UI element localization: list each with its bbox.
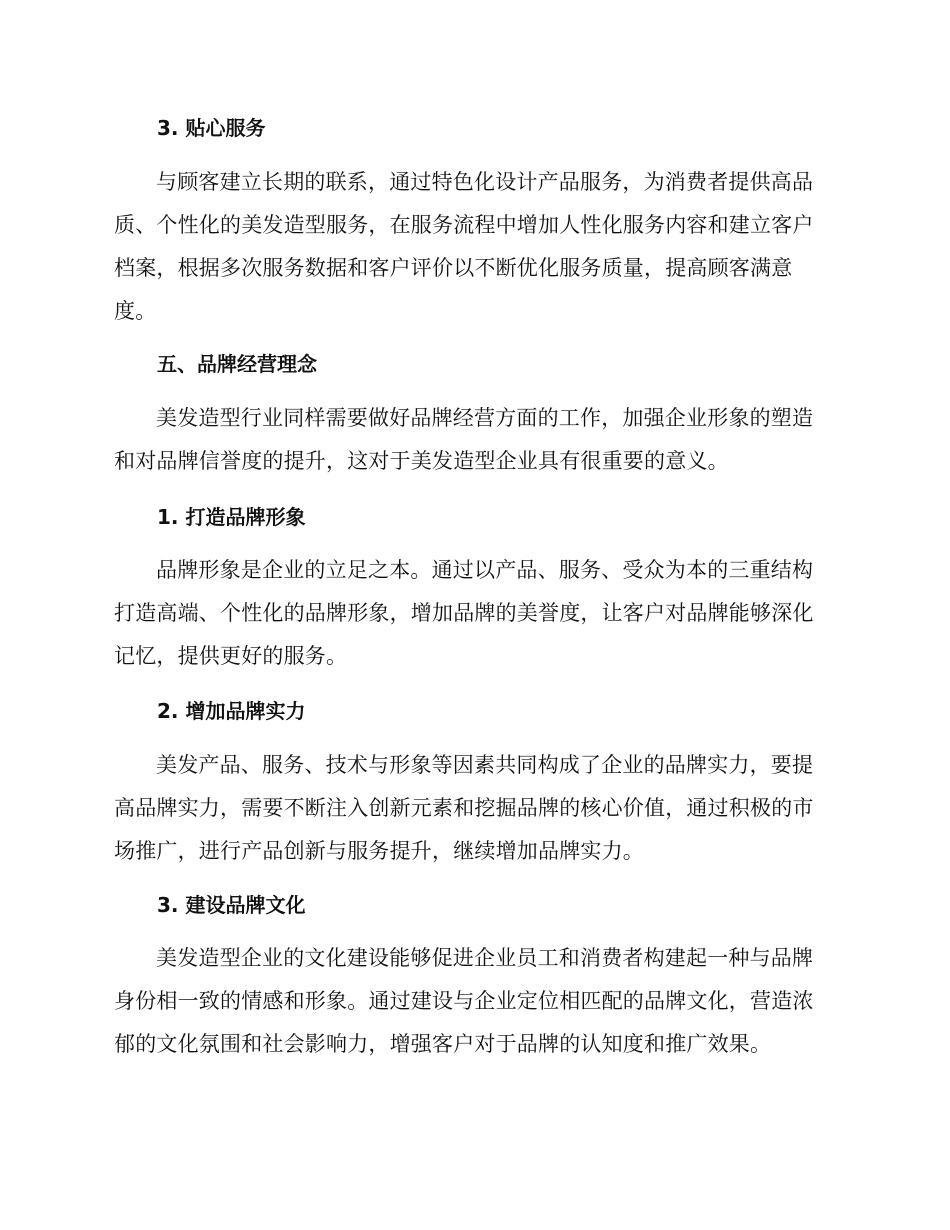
- paragraph-line: 档案，根据多次服务数据和客户评价以不断优化服务质量，提高顾客满意: [114, 256, 793, 280]
- paragraph-line: 高品牌实力，需要不断注入创新元素和挖掘品牌的核心价值，通过积极的市: [114, 796, 814, 820]
- paragraph-line: 打造高端、个性化的品牌形象，增加品牌的美誉度，让客户对品牌能够深化: [114, 601, 814, 625]
- section-paragraph: [114, 549, 836, 678]
- paragraph-line: 郁的文化氛围和社会影响力，增强客户对于品牌的认知度和推广效果。: [114, 1032, 772, 1056]
- section-heading: 1. 打造品牌形象: [157, 505, 306, 529]
- section-heading: 2. 增加品牌实力: [157, 699, 306, 723]
- section-paragraph: [114, 397, 836, 483]
- section-heading: 3. 建设品牌文化: [157, 893, 306, 917]
- section-paragraph: [114, 937, 836, 1066]
- paragraph-line: 品牌形象是企业的立足之本。通过以产品、服务、受众为本的三重结构: [156, 558, 814, 582]
- paragraph-line: 美发产品、服务、技术与形象等因素共同构成了企业的品牌实力，要提: [156, 753, 814, 777]
- paragraph-line: 美发造型行业同样需要做好品牌经营方面的工作，加强企业形象的塑造: [156, 406, 814, 430]
- section-heading: 3. 贴心服务: [157, 116, 266, 140]
- paragraph-line: 度。: [114, 299, 157, 323]
- paragraph-line: 场推广，进行产品创新与服务提升，继续增加品牌实力。: [114, 839, 644, 863]
- paragraph-line: 身份相一致的情感和形象。通过建设与企业定位相匹配的品牌文化，营造浓: [114, 989, 814, 1013]
- paragraph-line: 美发造型企业的文化建设能够促进企业员工和消费者构建起一种与品牌: [156, 946, 814, 970]
- section-heading: 五、品牌经营理念: [157, 352, 317, 376]
- paragraph-line: 记忆，提供更好的服务。: [114, 644, 348, 668]
- section-paragraph: [114, 161, 836, 333]
- paragraph-line: 和对品牌信誉度的提升，这对于美发造型企业具有很重要的意义。: [114, 449, 729, 473]
- paragraph-line: 质、个性化的美发造型服务，在服务流程中增加人性化服务内容和建立客户: [114, 213, 814, 237]
- paragraph-line: 与顾客建立长期的联系，通过特色化设计产品服务，为消费者提供高品: [156, 170, 814, 194]
- section-paragraph: [114, 744, 836, 873]
